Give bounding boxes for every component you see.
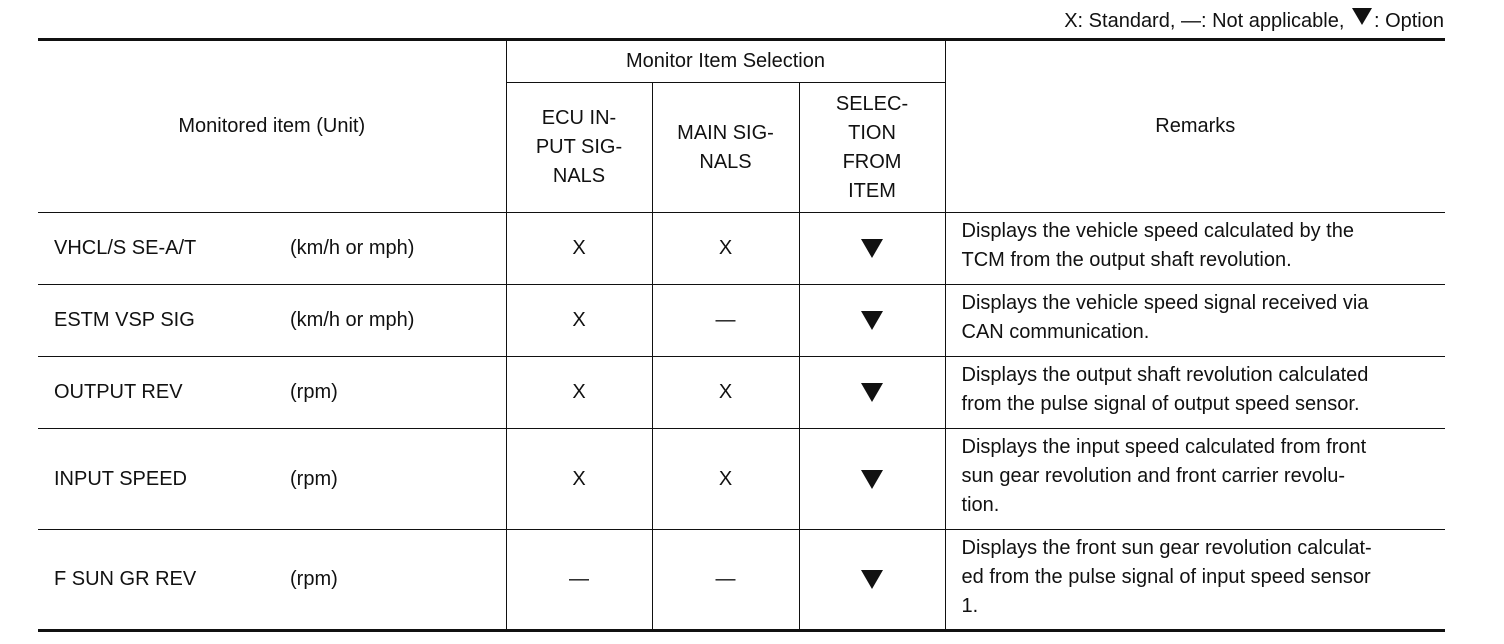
item-unit: (rpm) (290, 381, 338, 403)
remarks-line: Displays the vehicle speed calculated by the (961, 220, 1354, 242)
down-triangle-icon (861, 239, 883, 258)
monitored-item-cell (38, 285, 506, 357)
table-row (38, 285, 1445, 357)
main-signals-cell: X (652, 357, 799, 429)
header-monitor-item-selection: Monitor Item Selection (506, 40, 945, 83)
header-ecu-input-signals: ECU IN- PUT SIG- NALS (506, 83, 652, 213)
item-name: ESTM VSP SIG (54, 309, 195, 331)
remarks-line: Displays the vehicle speed signal received via (961, 292, 1369, 314)
header-remarks: Remarks (945, 40, 1445, 213)
remarks-line: 1. (961, 595, 979, 617)
selection-from-item-cell (799, 357, 945, 429)
monitored-item-cell (38, 429, 506, 530)
header-main-signals: MAIN SIG- NALS (652, 83, 799, 213)
down-triangle-icon (861, 383, 883, 402)
item-unit: (rpm) (290, 568, 338, 590)
ecu-input-signals-cell: X (506, 213, 652, 285)
item-unit: (rpm) (290, 467, 338, 490)
ecu-input-signals-cell: X (506, 357, 652, 429)
down-triangle-icon (861, 570, 883, 589)
ecu-input-signals-cell: X (506, 429, 652, 530)
remarks-line: Displays the front sun gear revolution calculat- (961, 537, 1372, 559)
symbol-legend (1064, 8, 1444, 33)
remarks-cell (945, 357, 1445, 429)
header-selection-from-item: SELEC- TION FROM ITEM (799, 83, 945, 213)
remarks-line: tion. (961, 494, 1000, 516)
selection-from-item-cell (799, 213, 945, 285)
legend-standard: X: Standard, (1064, 10, 1181, 32)
item-name: F SUN GR REV (54, 568, 197, 590)
item-unit: (km/h or mph) (290, 237, 415, 259)
table-row (38, 357, 1445, 429)
remarks-line: sun gear revolution and front carrier revolu- (961, 465, 1346, 487)
selection-from-item-cell (799, 285, 945, 357)
main-signals-cell: — (652, 285, 799, 357)
remarks-line: CAN communication. (961, 321, 1150, 343)
down-triangle-icon (861, 470, 883, 489)
remarks-cell (945, 285, 1445, 357)
legend-not-applicable: —: Not applicable, (1180, 10, 1350, 32)
remarks-line: TCM from the output shaft revolution. (961, 249, 1292, 271)
main-signals-cell: X (652, 429, 799, 530)
remarks-cell (945, 213, 1445, 285)
item-name: INPUT SPEED (54, 467, 187, 490)
monitored-item-cell (38, 530, 506, 631)
legend-option: : Option (1373, 10, 1444, 32)
table-row (38, 213, 1445, 285)
table-row (38, 429, 1445, 530)
remarks-line: from the pulse signal of output speed sensor. (961, 393, 1360, 415)
item-name: OUTPUT REV (54, 381, 183, 403)
monitor-item-table (38, 38, 1445, 632)
remarks-line: Displays the output shaft revolution calculated (961, 364, 1369, 386)
main-signals-cell: X (652, 213, 799, 285)
ecu-input-signals-cell: X (506, 285, 652, 357)
item-unit: (km/h or mph) (290, 309, 415, 331)
remarks-cell (945, 429, 1445, 530)
down-triangle-icon (1352, 8, 1372, 25)
remarks-cell (945, 530, 1445, 631)
main-signals-cell: — (652, 530, 799, 631)
monitored-item-cell (38, 357, 506, 429)
item-name: VHCL/S SE-A/T (54, 237, 197, 259)
monitored-item-cell (38, 213, 506, 285)
down-triangle-icon (861, 311, 883, 330)
header-monitored-item: Monitored item (Unit) (38, 40, 506, 213)
remarks-line: Displays the input speed calculated from front (961, 436, 1367, 458)
table-row (38, 530, 1445, 631)
ecu-input-signals-cell: — (506, 530, 652, 631)
remarks-line: ed from the pulse signal of input speed sensor (961, 566, 1371, 588)
selection-from-item-cell (799, 530, 945, 631)
selection-from-item-cell (799, 429, 945, 530)
